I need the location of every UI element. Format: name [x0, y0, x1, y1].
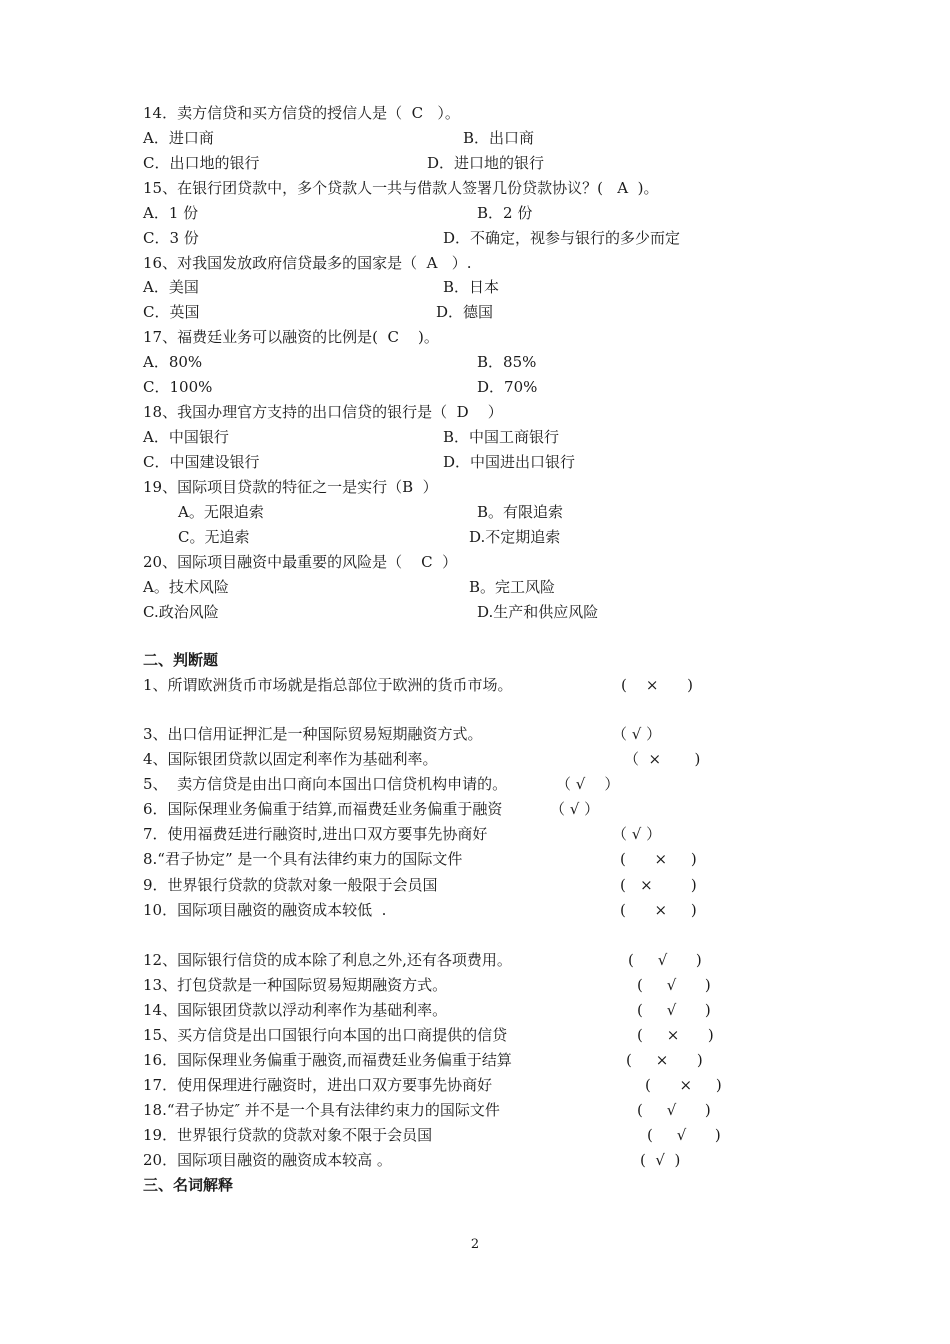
option-a: A．80%: [143, 353, 203, 371]
judgment-mark: ( √ ): [640, 1151, 681, 1169]
judgment-mark: ( × ): [637, 1026, 714, 1044]
option-b: B．中国工商银行: [443, 428, 560, 446]
judgment-item: 14、国际银团贷款以浮动利率作为基础利率。: [143, 1001, 448, 1019]
judgment-item: 18.“君子协定″ 并不是一个具有法律约束力的国际文件: [143, 1101, 500, 1119]
option-b: B。完工风险: [469, 578, 556, 596]
question-stem: 15、在银行团贷款中，多个贷款人一共与借款人签署几份贷款协议？( A )。: [143, 179, 659, 197]
option-b: B。有限追索: [477, 503, 564, 521]
judgment-mark: ( √ ): [637, 976, 711, 994]
judgment-item: 5、 卖方信贷是由出口商向本国出口信贷机构申请的。: [143, 775, 508, 793]
judgment-item: 19．世界银行贷款的贷款对象不限于会员国: [143, 1126, 433, 1144]
judgment-item: 4、国际银团贷款以固定利率作为基础利率。: [143, 750, 438, 768]
judgment-item: 20．国际项目融资的融资成本较高 。: [143, 1151, 392, 1169]
option-d: D.生产和供应风险: [477, 603, 599, 621]
judgment-mark: ( × ): [645, 1076, 722, 1094]
question-stem: 20、国际项目融资中最重要的风险是（ C ）: [143, 553, 458, 571]
judgment-item: 8.“君子协定” 是一个具有法律约束力的国际文件: [143, 850, 463, 868]
judgment-mark: ( √ ): [647, 1126, 721, 1144]
judgment-mark: ( √ ): [637, 1101, 711, 1119]
judgment-mark: ( × ): [621, 676, 693, 694]
judgment-item: 13、打包贷款是一种国际贸易短期融资方式。: [143, 976, 448, 994]
judgment-item: 10．国际项目融资的融资成本较低 .: [143, 901, 387, 919]
judgment-mark: ( × ): [626, 1051, 703, 1069]
option-a: A．美国: [143, 278, 199, 296]
judgment-mark: ( √ ): [628, 951, 702, 969]
section-title: 三、名词解释: [143, 1176, 234, 1194]
option-c: C．出口地的银行: [143, 154, 260, 172]
option-d: D．70%: [477, 378, 538, 396]
option-d: D．进口地的银行: [427, 154, 545, 172]
option-b: B．2 份: [477, 204, 533, 222]
option-a: A．1 份: [143, 204, 199, 222]
judgment-mark: （ √ ）: [550, 800, 600, 818]
option-c: C．英国: [143, 303, 200, 321]
page-number: 2: [470, 1237, 480, 1252]
option-c: C．3 份: [143, 229, 199, 247]
option-c: C。无追索: [178, 528, 250, 546]
judgment-item: 12、国际银行信贷的成本除了利息之外,还有各项费用。: [143, 951, 512, 969]
judgment-mark: ( × ): [620, 876, 697, 894]
option-c: C.政治风险: [143, 603, 219, 621]
section-title: 二、判断题: [143, 651, 219, 669]
question-stem: 14．卖方信贷和买方信贷的授信人是（ C ）。: [143, 104, 460, 122]
judgment-item: 15、买方信贷是出口国银行向本国的出口商提供的信贷: [143, 1026, 508, 1044]
judgment-item: 6．国际保理业务偏重于结算,而福费廷业务偏重于融资: [143, 800, 503, 818]
option-d: D．不确定，视参与银行的多少而定: [443, 229, 681, 247]
question-stem: 17、福费廷业务可以融资的比例是( C )。: [143, 328, 439, 346]
judgment-mark: ( × ): [620, 850, 697, 868]
judgment-item: 9．世界银行贷款的贷款对象一般限于会员国: [143, 876, 438, 894]
question-stem: 19、国际项目贷款的特征之一是实行（B ）: [143, 478, 438, 496]
judgment-item: 16．国际保理业务偏重于融资,而福费廷业务偏重于结算: [143, 1051, 512, 1069]
option-a: A。技术风险: [143, 578, 229, 596]
option-d: D．德国: [436, 303, 494, 321]
question-stem: 18、我国办理官方支持的出口信贷的银行是（ D ）: [143, 403, 503, 421]
option-b: B．85%: [477, 353, 537, 371]
option-a: A。无限追索: [178, 503, 264, 521]
option-b: B．日本: [443, 278, 500, 296]
option-c: C．中国建设银行: [143, 453, 260, 471]
option-a: A．进口商: [143, 129, 214, 147]
judgment-mark: （ √ ）: [556, 775, 620, 793]
judgment-item: 7．使用福费廷进行融资时,进出口双方要事先协商好: [143, 825, 488, 843]
judgment-mark: ( √ ): [637, 1001, 711, 1019]
option-d: D．中国进出口银行: [443, 453, 576, 471]
option-c: C．100%: [143, 378, 213, 396]
option-d: D.不定期追索: [469, 528, 561, 546]
judgment-mark: （ × ): [624, 750, 701, 768]
judgment-mark: （ √ ）: [612, 825, 662, 843]
judgment-mark: （ √ ）: [612, 725, 662, 743]
question-stem: 16、对我国发放政府信贷最多的国家是（ A ）.: [143, 254, 472, 272]
judgment-item: 3、出口信用证押汇是一种国际贸易短期融资方式。: [143, 725, 483, 743]
judgment-mark: ( × ): [620, 901, 697, 919]
option-b: B．出口商: [463, 129, 535, 147]
judgment-item: 17．使用保理进行融资时，进出口双方要事先协商好: [143, 1076, 493, 1094]
option-a: A．中国银行: [143, 428, 229, 446]
judgment-item: 1、所谓欧洲货币市场就是指总部位于欧洲的货币市场。: [143, 676, 513, 694]
